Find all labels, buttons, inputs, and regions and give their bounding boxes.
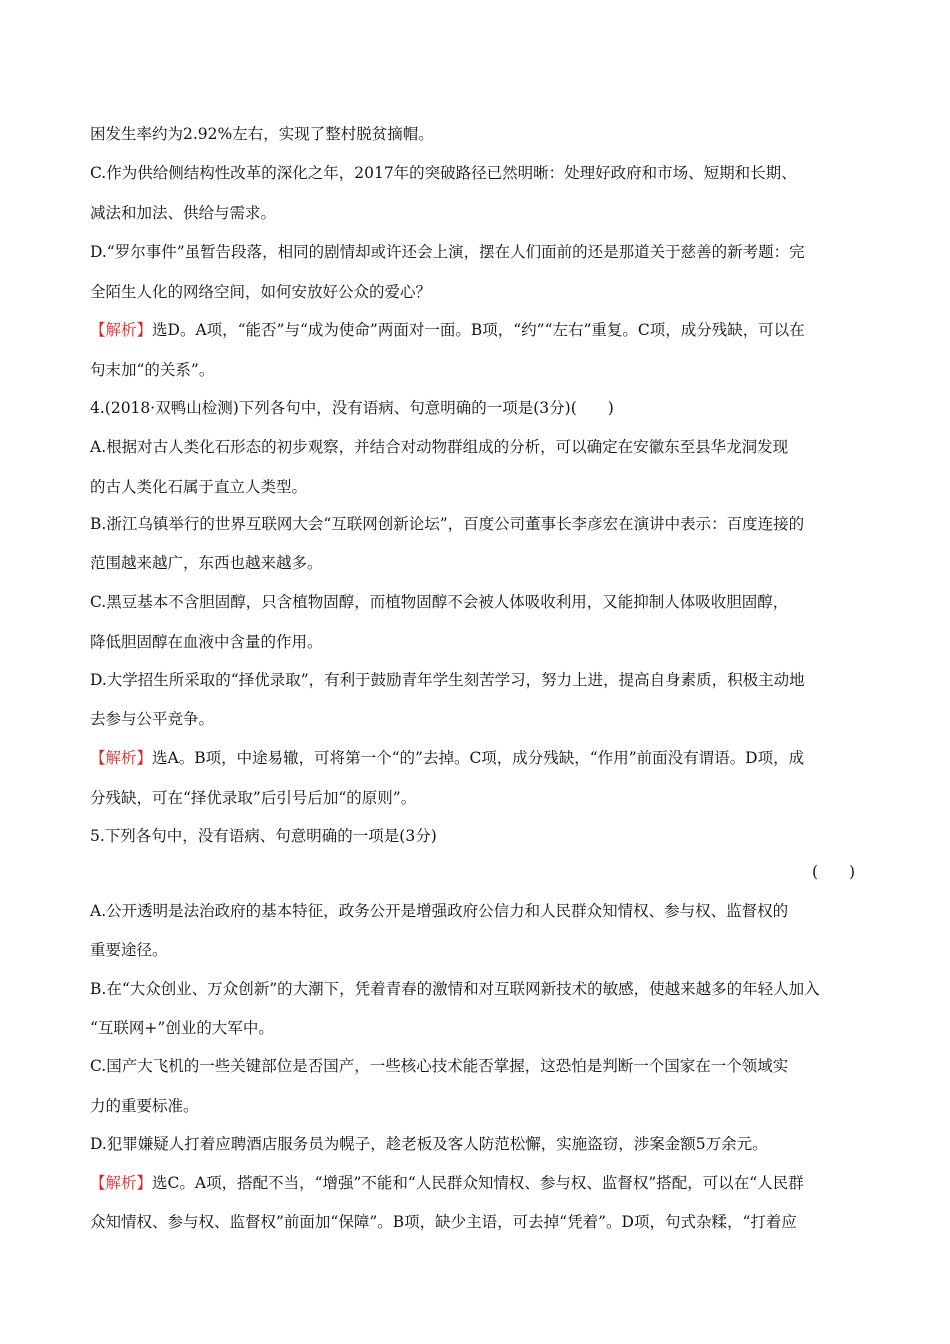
text-line: D.大学招生所采取的“择优录取”，有利于鼓励青年学生刻苦学习，努力上进，提高自身素质，积极主动地: [90, 671, 805, 689]
analysis-text: 选A。B项，中途易辙，可将第一个“的”去掉。C项，成分残缺，“作用”前面没有谓语。D项，成: [152, 749, 805, 767]
analysis-line: [90, 1173, 860, 1193]
text-line: 全陌生人化的网络空间，如何安放好公众的爱心？: [90, 283, 432, 301]
text-line: 范围越来越广，东西也越来越多。: [90, 554, 323, 572]
text-line: 句末加“的关系”。: [90, 361, 215, 379]
text-line: C.作为供给侧结构性改革的深化之年，2017年的突破路径已然明晰：处理好政府和市场、短期和长期、: [90, 164, 797, 182]
text-line: A.公开透明是法治政府的基本特征，政务公开是增强政府公信力和人民群众知情权、参与权、监督权的: [90, 902, 789, 920]
analysis-line: [90, 748, 860, 768]
text-line: A.根据对古人类化石形态的初步观察，并结合对动物群组成的分析，可以确定在安徽东至县华龙洞发现: [90, 438, 789, 456]
analysis-text: 选D。A项，“能否”与“成为使命”两面对一面。B项，“约”“左右”重复。C项，成分残缺，可以在: [152, 321, 805, 339]
text-line: 降低胆固醇在血液中含量的作用。: [90, 633, 323, 651]
text-line: B.在“大众创业、万众创新”的大潮下，凭着青春的激情和对互联网新技术的敏感，使越来越多的年轻人加入: [90, 980, 820, 998]
analysis-tag: 【解析】: [90, 321, 153, 339]
text-line: 去参与公平竞争。: [90, 710, 215, 728]
analysis-tag: 【解析】: [90, 749, 153, 767]
text-line: 众知情权、参与权、监督权”前面加“保障”。B项，缺少主语，可去掉“凭着”。D项，句式杂糅，“打着应: [90, 1213, 797, 1231]
text-line: 分残缺，可在“择优录取”后引号后加“的原则”。: [90, 789, 417, 807]
question-title: 5.下列各句中，没有语病、句意明确的一项是(3分): [90, 827, 437, 845]
question-title: 4.(2018·双鸭山检测)下列各句中，没有语病、句意明确的一项是(3分)( ): [90, 399, 614, 417]
text-line: C.国产大飞机的一些关键部位是否国产，一些核心技术能否掌握，这恐怕是判断一个国家在一个领域实: [90, 1057, 789, 1075]
analysis-text: 选C。A项，搭配不当，“增强”不能和“人民群众知情权、参与权、监督权”搭配，可以在“人民群: [152, 1174, 804, 1192]
answer-parentheses: ( ): [812, 863, 856, 881]
text-line: D.“罗尔事件”虽暂告段落，相同的剧情却或许还会上演，摆在人们面前的还是那道关于慈善的新考题：完: [90, 243, 805, 261]
text-line: 减法和加法、供给与需求。: [90, 204, 277, 222]
text-line: “互联网+”创业的大军中。: [90, 1019, 274, 1037]
text-line: D.犯罪嫌疑人打着应聘酒店服务员为幌子，趁老板及客人防范松懈，实施盗窃，涉案金额5万余元。: [90, 1135, 768, 1153]
text-line: C.黑豆基本不含胆固醇，只含植物固醇，而植物固醇不会被人体吸收利用，又能抑制人体吸收胆固醇，: [90, 593, 789, 611]
text-line: 的古人类化石属于直立人类型。: [90, 478, 308, 496]
text-line: 力的重要标准。: [90, 1097, 199, 1115]
analysis-line: [90, 320, 860, 340]
text-line: 重要途径。: [90, 941, 168, 959]
analysis-tag: 【解析】: [90, 1174, 153, 1192]
text-line: 困发生率约为2.92%左右，实现了整村脱贫摘帽。: [90, 125, 434, 143]
text-line: B.浙江乌镇举行的世界互联网大会“互联网创新论坛”，百度公司董事长李彦宏在演讲中表示：百度连接的: [90, 515, 805, 533]
